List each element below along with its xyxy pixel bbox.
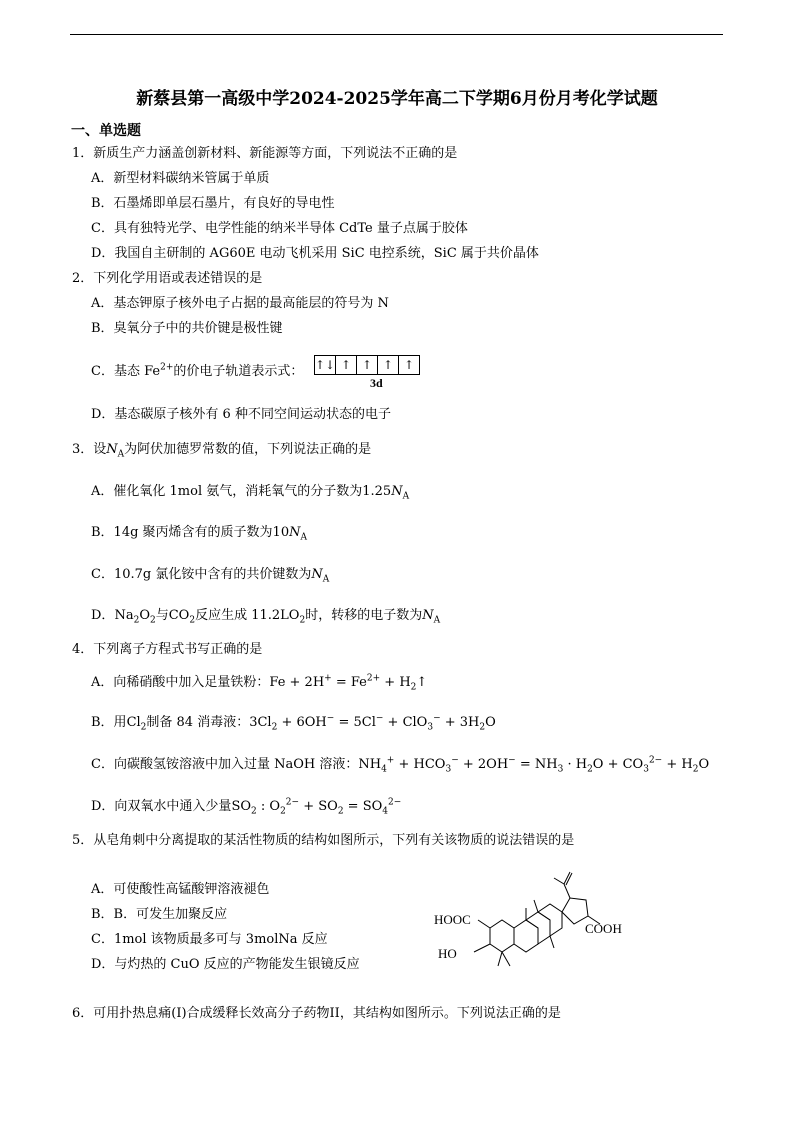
question-5-option-a: A．可使酸性高锰酸钾溶液褪色 xyxy=(91,882,270,897)
question-2-stem: 2．下列化学用语或表述错误的是 xyxy=(72,271,263,286)
formula: O xyxy=(288,608,300,623)
question-6-stem: 6．可用扑热息痛(I)合成缓释长效高分子药物II，其结构如图所示。下列说法正确的是 xyxy=(72,1006,561,1021)
question-2-option-a: A．基态钾原子核外电子占据的最高能层的符号为 N xyxy=(91,296,389,311)
na-symbol: N xyxy=(391,484,403,499)
stem-suffix: 为阿伏加德罗常数的值，下列说法正确的是 xyxy=(124,442,372,457)
ring-b xyxy=(514,920,538,952)
question-1-option-d: D．我国自主研制的 AG60E 电动飞机采用 SiC 电控系统，SiC 属于共价晶体 xyxy=(91,246,539,261)
na-subscript: A xyxy=(402,491,410,502)
molecule-structure xyxy=(430,868,640,980)
page-title: 新蔡县第一高级中学2024-2025学年高二下学期6月份月考化学试题 xyxy=(136,89,658,109)
hooc-label: HOOC xyxy=(434,912,471,927)
question-5-option-b: B．B．可发生加聚反应 xyxy=(91,907,228,922)
fe-charge: 2+ xyxy=(160,362,174,373)
question-1-option-c: C．具有独特光学、电学性能的纳米半导体 CdTe 量子点属于胶体 xyxy=(91,221,468,236)
question-4-stem: 4．下列离子方程式书写正确的是 xyxy=(72,642,263,657)
section-heading: 一、单选题 xyxy=(71,123,141,139)
equation: $3Cl_2 + 6OH^- = 5Cl^- + ClO_3^- + 3H_2O$ xyxy=(249,713,496,733)
stem-prefix: 3．设 xyxy=(72,442,107,457)
orbital-box: ↑ xyxy=(378,356,399,374)
ring-a xyxy=(490,920,514,952)
ho-label: HO xyxy=(438,946,457,961)
ring-c xyxy=(526,912,550,944)
na-subscript: A xyxy=(433,615,441,626)
na-subscript: A xyxy=(300,532,307,543)
na-subscript: A xyxy=(322,574,330,585)
subscript: 2 xyxy=(299,615,306,626)
option-text: 时，转移的电子数为 xyxy=(305,608,423,623)
orbital-box: ↑ xyxy=(336,356,357,374)
option-text: A．向稀硝酸中加入足量铁粉： xyxy=(91,675,270,690)
question-5-stem: 5．从皂角刺中分离提取的某活性物质的结构如图所示，下列有关该物质的说法错误的是 xyxy=(72,833,575,848)
question-2-option-c xyxy=(91,363,303,381)
question-4-option-b xyxy=(91,714,496,732)
option-text: B．用 xyxy=(91,715,127,730)
question-3-option-c xyxy=(91,566,329,584)
formula: Cl xyxy=(126,715,141,730)
question-2-option-b: B．臭氧分子中的共价键是极性键 xyxy=(91,321,283,336)
question-3-option-a xyxy=(91,483,409,501)
na-subscript: A xyxy=(117,449,125,460)
formula: CO xyxy=(168,608,190,623)
subscript: 2 xyxy=(140,722,147,733)
na-symbol: N xyxy=(289,525,301,540)
na-symbol: N xyxy=(311,567,323,582)
question-4-option-a xyxy=(91,674,427,692)
question-5-option-c: C．1mol 该物质最多可与 3molNa 反应 xyxy=(91,932,328,947)
question-1-option-a: A．新型材料碳纳米管属于单质 xyxy=(91,171,270,186)
orbital-box: ↑ xyxy=(357,356,378,374)
question-4-option-c xyxy=(91,756,709,774)
subscript: 2 xyxy=(133,615,140,626)
option-text: 与 xyxy=(155,608,169,623)
equation: $SO_2$ : $O_2^{2-} + SO_2 = SO_4^{2-}$ xyxy=(231,797,402,817)
header-rule xyxy=(70,34,723,35)
option-text: C．10.7g 氯化铵中含有的共价键数为 xyxy=(91,567,312,582)
question-4-option-d xyxy=(91,798,401,816)
option-text: D．向双氧水中通入少量 xyxy=(91,799,232,814)
option-c-suffix: 的价电子轨道表示式： xyxy=(173,364,304,379)
option-text: D． xyxy=(91,608,115,623)
question-5-option-d: D．与灼热的 CuO 反应的产物能发生银镜反应 xyxy=(91,957,360,972)
formula: Na xyxy=(114,608,134,623)
question-3-stem xyxy=(72,441,371,459)
na-symbol: N xyxy=(106,442,118,457)
equation: $Fe + 2H^+ = Fe^{2+}$ + $H_2↑$ xyxy=(269,673,428,693)
formula: O xyxy=(139,608,150,623)
question-2-option-d: D．基态碳原子核外有 6 种不同空间运动状态的电子 xyxy=(91,407,391,422)
option-text: 制备 84 消毒液： xyxy=(146,715,250,730)
subscript: 2 xyxy=(189,615,196,626)
option-c-prefix: C．基态 Fe xyxy=(91,364,161,379)
orbital-box: ↑ xyxy=(403,358,415,372)
orbital-diagram xyxy=(314,355,420,375)
option-text: B．14g 聚丙烯含有的质子数为10 xyxy=(91,525,290,540)
ring-d xyxy=(538,904,562,936)
orbital-box: ↑↓ xyxy=(314,358,336,372)
question-3-option-b xyxy=(91,524,307,542)
equation: $NH_4^+ + HCO_3^- + 2OH^- = NH_3 \cdot H_2O + CO_3^{2-} + H_2O$ xyxy=(358,755,710,775)
option-text: A．催化氧化 1mol 氨气，消耗氧气的分子数为1.25 xyxy=(91,484,392,499)
na-symbol: N xyxy=(422,608,434,623)
option-text: C．向碳酸氢铵溶液中加入过量 NaOH 溶液： xyxy=(91,757,359,772)
subscript: 2 xyxy=(149,615,156,626)
orbital-label: 3d xyxy=(370,376,383,390)
question-3-option-d xyxy=(91,607,440,625)
cooh-label: COOH xyxy=(585,921,622,936)
question-1-stem: 1．新质生产力涵盖创新材料、新能源等方面，下列说法不正确的是 xyxy=(72,146,458,161)
option-text: 反应生成 11.2L xyxy=(195,608,289,623)
question-1-option-b: B．石墨烯即单层石墨片，有良好的导电性 xyxy=(91,196,335,211)
